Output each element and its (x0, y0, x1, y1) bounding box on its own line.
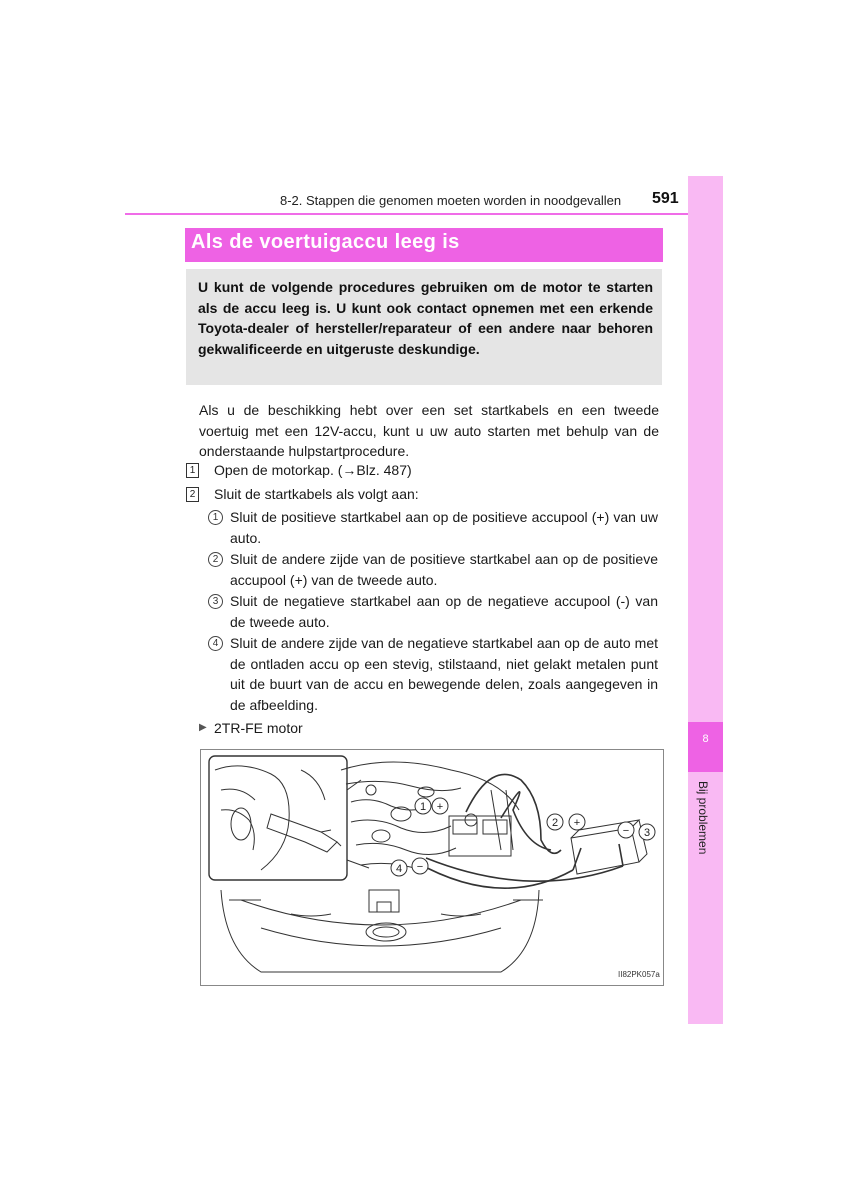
section-path: 8-2. Stappen die genomen moeten worden in noodgevallen (280, 193, 622, 208)
figure-callout: 4 (395, 863, 403, 875)
step-number-box: 1 (186, 463, 199, 478)
figure-callout: 3 (643, 827, 651, 839)
chapter-title: Bij problemen (696, 781, 710, 855)
substep-text: Sluit de andere zijde van de negatieve startkabel aan op de auto met de ontladen accu op een stevig, stilstaand, niet gelakt metalen punt uit de buurt van de accu en bewegende delen, zoals aangegeven in de afbeelding. (230, 635, 658, 713)
page-number: 591 (652, 190, 679, 207)
svg-text:+: + (436, 801, 444, 813)
page-title: Als de voertuigaccu leeg is (191, 231, 460, 253)
substep-number: 3 (208, 594, 223, 609)
substep-text: Sluit de negatieve startkabel aan op de negatieve accupool (-) van de tweede auto. (230, 593, 658, 630)
jump-start-figure (200, 749, 664, 986)
substep-text: Sluit de positieve startkabel aan op de positieve accupool (+) van uw auto. (230, 509, 658, 546)
figure-code: II82PK057a (618, 970, 660, 979)
engine-bay-illustration (201, 750, 663, 985)
step-number-box: 2 (186, 487, 199, 502)
intro-paragraph: Als u de beschikking hebt over een set startkabels en een tweede voertuig met een 12V-accu, kunt u uw auto starten met behulp van de onderstaande hulpstartprocedure. (199, 402, 659, 459)
substep-number: 1 (208, 510, 223, 525)
chapter-side-strip (688, 176, 723, 1024)
svg-text:−: − (622, 825, 630, 837)
substep-number: 4 (208, 636, 223, 651)
engine-label: 2TR-FE motor (214, 720, 303, 736)
figure-callout: 2 (551, 817, 559, 829)
intro-text: U kunt de volgende procedures gebruiken om de motor te starten als de accu leeg is. U kunt ook contact opnemen met een erkende Toyota-dealer of hersteller/reparateur of een andere naar behoren gekwalificeerde en uitgeruste deskundige. (198, 279, 653, 357)
substep-text: Sluit de andere zijde van de positieve startkabel aan op de positieve accupool (+) van de tweede auto. (230, 551, 658, 588)
svg-text:+: + (573, 817, 581, 829)
svg-text:−: − (416, 861, 424, 873)
substep-number: 2 (208, 552, 223, 567)
chapter-number: 8 (702, 733, 709, 745)
triangle-bullet-icon: ▶ (199, 722, 207, 733)
header-rule (125, 213, 723, 215)
step-text: Open de motorkap. (→Blz. 487) (214, 462, 412, 478)
chapter-tab (688, 722, 723, 772)
step-text: Sluit de startkabels als volgt aan: (214, 486, 419, 502)
figure-callout: 1 (419, 801, 427, 813)
